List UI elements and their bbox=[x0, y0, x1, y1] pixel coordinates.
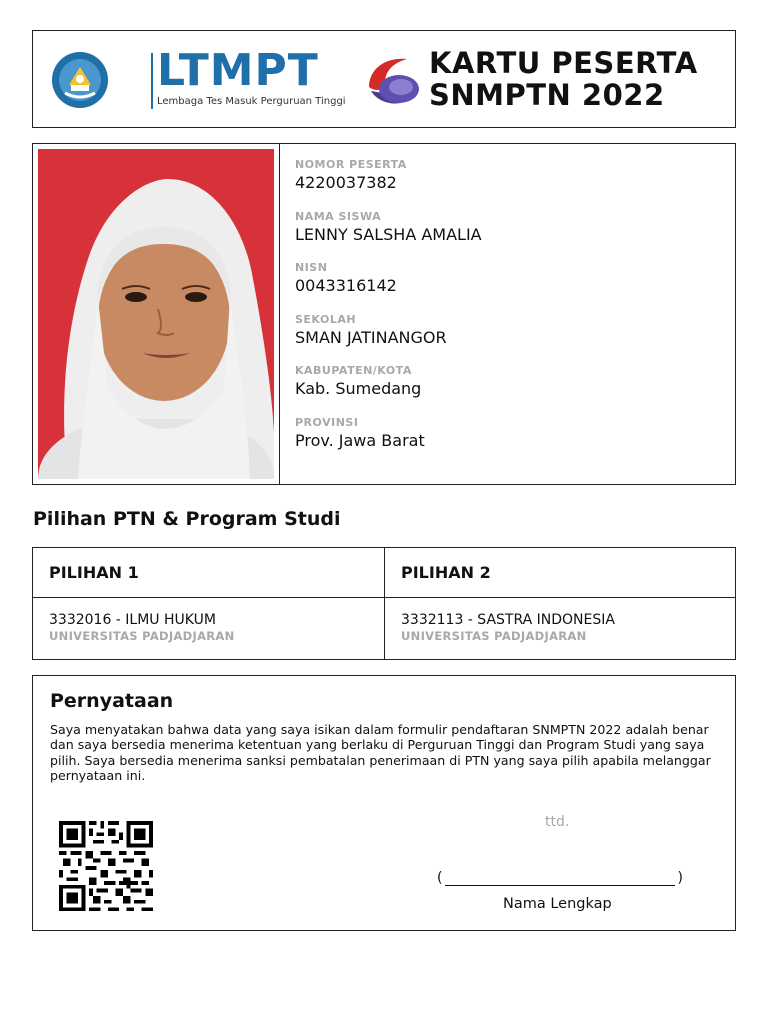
field-label: NOMOR PESERTA bbox=[295, 158, 407, 171]
ltmpt-tagline: Lembaga Tes Masuk Perguruan Tinggi bbox=[157, 96, 346, 107]
field-value: LENNY SALSHA AMALIA bbox=[295, 224, 482, 244]
choice-column-2 bbox=[384, 548, 735, 659]
field-provinsi bbox=[295, 416, 715, 468]
field-value: 0043316142 bbox=[295, 276, 397, 295]
student-fields bbox=[295, 158, 715, 467]
signature-placeholder: ttd. bbox=[545, 814, 570, 830]
photo-divider bbox=[279, 144, 280, 484]
field-label: NISN bbox=[295, 261, 328, 274]
snmptn-logo bbox=[363, 49, 423, 111]
field-sekolah bbox=[295, 313, 715, 365]
choice-university: UNIVERSITAS PADJADJARAN bbox=[401, 629, 587, 643]
statement-panel bbox=[32, 675, 736, 931]
ptn-choices-table bbox=[32, 547, 736, 660]
field-value: 4220037382 bbox=[295, 173, 397, 192]
choice-program: 3332113 - SASTRA INDONESIA bbox=[401, 612, 615, 628]
ptn-section-heading: Pilihan PTN & Program Studi bbox=[33, 508, 341, 530]
ltmpt-wordmark: LTMPT bbox=[157, 45, 319, 96]
card-title-line-1: KARTU PESERTA bbox=[429, 46, 698, 80]
ltmpt-logo-divider bbox=[151, 53, 153, 109]
choice-header: PILIHAN 2 bbox=[385, 548, 735, 598]
kemdikbud-logo bbox=[51, 51, 109, 109]
field-nomor-peserta bbox=[295, 158, 715, 210]
card-title-line-2: SNMPTN 2022 bbox=[429, 78, 665, 112]
statement-title: Pernyataan bbox=[50, 690, 174, 712]
field-nisn bbox=[295, 261, 715, 313]
field-value: Prov. Jawa Barat bbox=[295, 430, 425, 450]
field-kabupaten-kota bbox=[295, 364, 715, 416]
signature-paren-open: ( bbox=[437, 870, 443, 886]
student-photo bbox=[38, 149, 274, 479]
statement-text: Saya menyatakan bahwa data yang saya isikan dalam formulir pendaftaran SNMPTN 2022 adalah benar dan saya bersedia menerima ketentuan yang berlaku di Perguruan Tinggi dan Program Studi yang saya pilih. Saya bersedia menerima sanksi pembatalan penerimaan di PTN yang saya pilih apabila melanggar pernyataan ini. bbox=[50, 722, 711, 784]
card-header bbox=[32, 30, 736, 128]
signature-rule bbox=[445, 885, 675, 886]
field-value: SMAN JATINANGOR bbox=[295, 327, 447, 347]
field-label: NAMA SISWA bbox=[295, 209, 382, 223]
choice-program: 3332016 - ILMU HUKUM bbox=[49, 612, 216, 628]
signature-name-label: Nama Lengkap bbox=[503, 896, 612, 912]
field-nama-siswa bbox=[295, 210, 715, 262]
card-title bbox=[429, 47, 719, 111]
choice-column-1 bbox=[33, 548, 384, 659]
field-label: KABUPATEN/KOTA bbox=[295, 364, 412, 377]
ltmpt-logo bbox=[151, 45, 346, 113]
student-photo-illustration bbox=[38, 149, 274, 479]
field-label: PROVINSI bbox=[295, 415, 359, 429]
field-value: Kab. Sumedang bbox=[295, 379, 422, 398]
choice-header: PILIHAN 1 bbox=[33, 548, 384, 598]
qr-code bbox=[59, 821, 153, 911]
field-label: SEKOLAH bbox=[295, 312, 357, 326]
signature-paren-close: ) bbox=[677, 870, 683, 886]
choice-university: UNIVERSITAS PADJADJARAN bbox=[49, 629, 235, 643]
student-info-panel bbox=[32, 143, 736, 485]
